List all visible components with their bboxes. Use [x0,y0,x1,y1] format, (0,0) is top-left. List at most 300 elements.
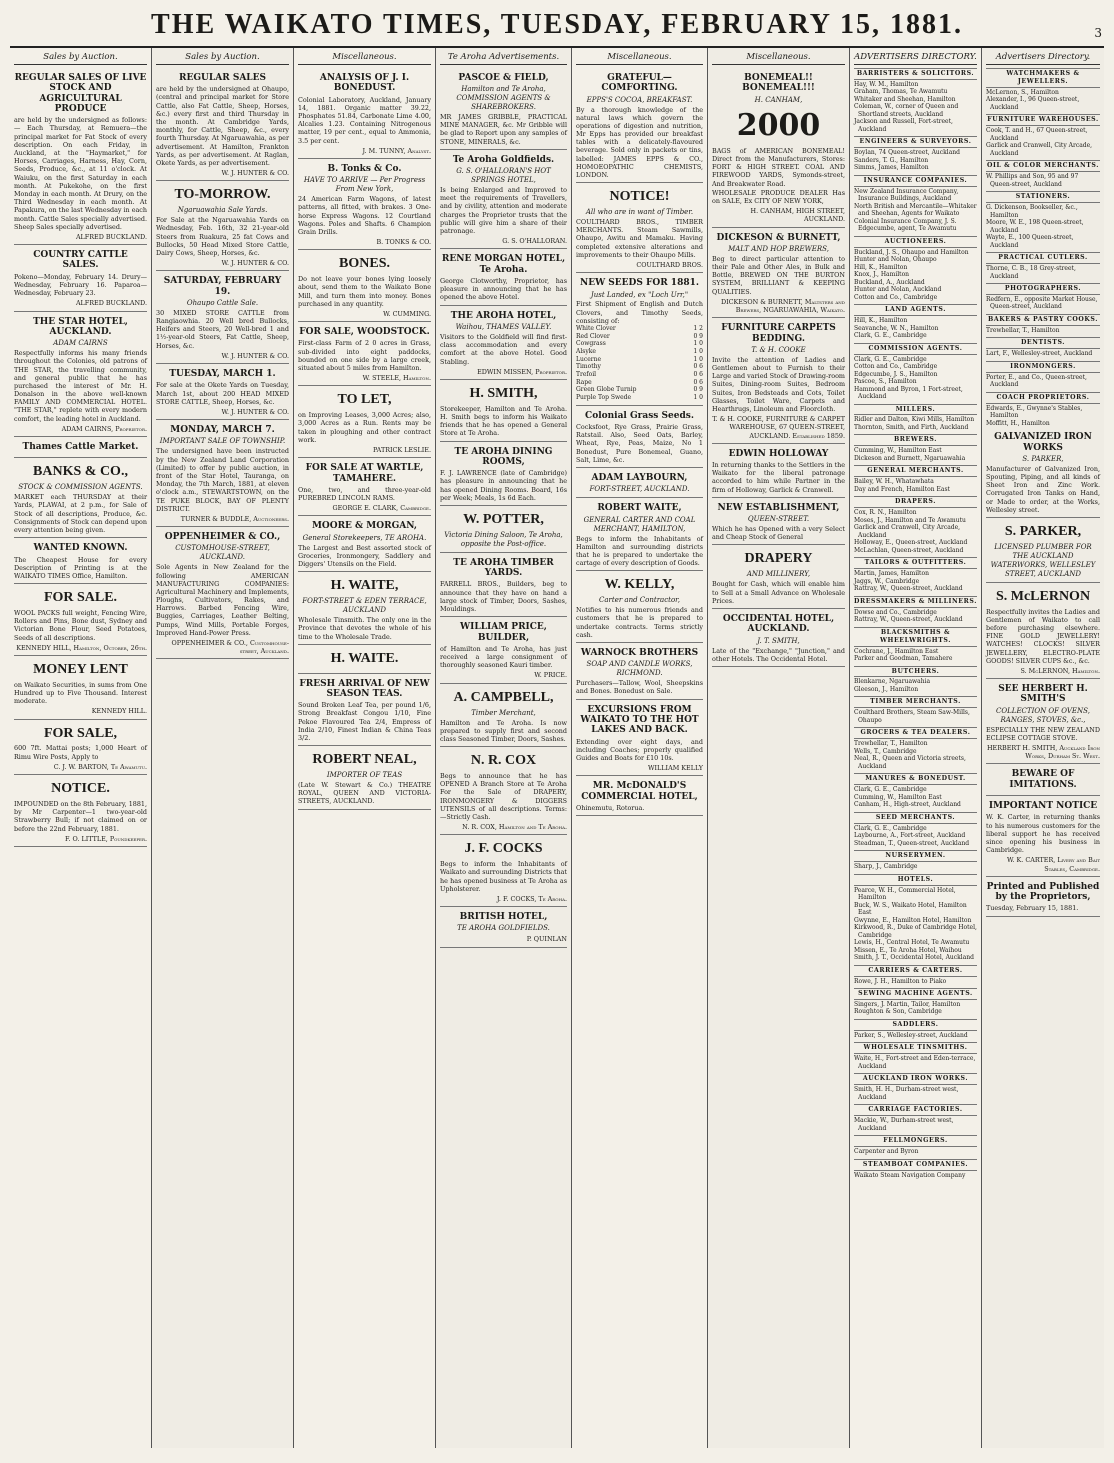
ad-body: First-class Farm of 2 0 acres in Grass, sub-divided into eight paddocks, bounded on one side by a large creek, situated about 5 miles from Hamilton. [298,339,431,372]
ad-body: In returning thanks to the Settlers in the Waikato for the liberal patronage accorded to him while Partner in the firm of Holloway, Garlick & Cranwell. [712,461,845,494]
ad-body: Colonial Laboratory, Auckland, January 14, 1881. Organic matter 39.22, Phosphates 51.84, Carbonate Lime 4.00, Alcalies 1.23. Containing Nitrogenous matter, 19 per cent., equal to Ammonia, 3.5 per cent. [298,95,431,145]
ad-heading: EXCURSIONS FROM WAIKATO TO THE HOT LAKES AND BACK. [580,704,699,736]
ad-heading: S. McLERNON [995,588,1091,604]
column-2 [152,48,294,1448]
ad-signature: W. J. HUNTER & CO. [221,351,289,360]
directory-entry: Dowse and Co., Cambridge [854,608,937,616]
ad-signature: T. & H. COOKE, FURNITURE & CARPET WAREHOUSE, 67 QUEEN-STREET, AUCKLAND. Established 1859. [712,415,845,440]
directory-entry: Hay, W. M., Hamilton [854,80,919,88]
directory-category: TAILORS & OUTFITTERS. [854,557,977,569]
directory-category: LAND AGENTS. [854,304,977,316]
ad-big-number: 2000 [736,107,821,143]
column-header: Miscellaneous. [712,52,845,65]
advertisement [14,458,147,538]
ad-subheading: HAVE TO ARRIVE — Per Progress From New York, [303,176,426,194]
advertisement [986,679,1100,764]
ad-heading: REGULAR SALES [179,72,266,83]
advertisement [14,584,147,656]
advertisement [440,68,567,150]
directory-entry: Wells, T., Cambridge [854,747,917,755]
ad-heading: FOR SALE, WOODSTOCK. [299,327,430,338]
price-value: 1 0 [693,348,703,356]
ad-signature: GEORGE E. CLARK, Cambridge. [332,504,431,513]
ad-heading: THE STAR HOTEL, AUCKLAND. [33,316,128,337]
directory-category: ENGINEERS & SURVEYORS. [854,136,977,148]
price-row [576,363,703,371]
directory-entry: Trewhellar, T., Hamilton [986,326,1060,334]
ad-signature: P. QUINLAN [526,935,567,944]
price-row [576,386,703,394]
ad-body: WHOLESALE PRODUCE DEALER Has on SALE, Ex CITY OF NEW YORK, [712,188,845,206]
ad-heading: BONES. [339,256,390,272]
ad-heading: S. PARKER, [1004,523,1082,539]
directory-entry: Clark, G. E., Cambridge [854,355,927,363]
ad-signature: W. CUMMING. [383,309,431,318]
ad-signature: W. J. HUNTER & CO. [221,407,289,416]
directory-category: PRACTICAL CUTLERS. [986,252,1100,264]
ad-body: Beg to direct particular attention to their Pale and Other Ales, in Bulk and Bottle, BREWED ON THE BURTON SYSTEM, BRILLIANT & KEEPING QUALITIES. [712,254,845,296]
directory-category: AUCTIONEERS. [854,236,977,248]
columns [10,48,1104,1448]
directory-entry: Buckland, A., Auckland [854,278,925,286]
directory-entry: Trewhellar, T., Hamilton [854,740,928,748]
ad-body: Respectfully invites the Ladies and Gentlemen of Waikato to call before purchasing elsewhere. FINE GOLD JEWELLERY! WATCHES! CLOCKS! SILVER JEWELLERY, ELECTRO-PLATE GOODS! SILVER CUPS &c., &c. [986,607,1100,665]
ad-subheading: FORT-STREET & EDEN TERRACE, AUCKLAND [302,597,427,615]
price-item: Red Clover [576,332,610,340]
ad-body: Tuesday, February 15, 1881. [986,904,1079,913]
ad-subheading: LICENSED PLUMBER FOR THE AUCKLAND WATERWORKS, WELLESLEY STREET, AUCKLAND [990,542,1096,578]
advertisement [712,318,845,444]
directory-entry: Gleeson, J., Hamilton [854,685,919,693]
ad-body: FARRELL BROS., Builders, beg to announce that they have on hand a large stock of Timber, Doors, Sashes, Mouldings. [440,580,567,614]
ad-signature: EDWIN MISSEN, Proprietor. [477,367,567,376]
directory-entry: Seavanche, W. N., Hamilton [854,324,939,332]
price-item: Alsyke [576,348,596,356]
ad-body: W. K. Carter, in returning thanks to his numerous customers for the liberal support he has received since opening his business in Cambridge. [986,813,1100,855]
directory-entry: North British and Mercantile—Whitaker and Sheehan, Agents for Waikato [854,202,977,218]
ad-subheading: S. PARKER, [1022,454,1064,463]
directory-entry: Holloway, E., Queen-street, Auckland [854,539,968,547]
directory-entry: G. Dickenson, Bookseller, &c., Hamilton [986,204,1078,219]
advertisement [14,656,147,720]
price-item: Rape [576,378,592,386]
directory-entry: Buckland, J. S., Ohaupo and Hamilton [854,248,969,256]
ad-body: Pokeno—Monday, February 14. Drury—Wednesday, February 16. Paparoa—Wednesday, February 23. [14,272,147,298]
column-4 [436,48,572,1448]
ad-heading: FRESH ARRIVAL OF NEW SEASON TEAS. [299,678,430,699]
ad-body: George Clotworthy, Proprietor, has pleasure in announcing that he has opened the above Hotel. [440,277,567,302]
column-header: Te Aroha Advertisements. [440,52,567,65]
advertisement [576,498,703,571]
column-header: Advertisers Directory. [986,52,1100,65]
ad-signature: N. R. COX, Hamilton and Te Aroha. [462,823,567,832]
ad-heading: MOORE & MORGAN, [311,521,418,532]
directory-category: BUTCHERS. [854,666,977,678]
ad-body: Cocksfoot, Rye Grass, Prairie Grass, Ratstail. Also, Seed Oats, Barley, Wheat, Rye, Peas, Maize, No 1 Bonedust, Pure Bonemeal, Guano, Salt, Lime, &c. [576,423,703,464]
directory-entry: Cox, R. N., Hamilton [854,509,917,517]
advertisement [440,380,567,442]
advertisement [986,877,1100,917]
ad-subheading: SOAP AND CANDLE WORKS, RICHMOND. [586,660,693,678]
ad-signature: H. CANHAM, HIGH STREET, AUCKLAND. [750,207,845,224]
directory-category: CARRIERS & CARTERS. [854,965,977,977]
price-row [576,394,703,402]
ad-signature: PATRICK LESLIE. [372,446,431,455]
ad-body: Extending over eight days, and including Coaches; properly qualified Guides and Boats for £10 10s. [576,737,703,762]
ad-body: Begs to inform the Inhabitants of Waikato and surrounding Districts that he has opened business at Te Aroha as Upholsterer. [440,860,567,893]
ad-signature: W. J. HUNTER & CO. [221,169,289,178]
directory-entry: Waite, H., Fort-street and Eden-terrace, Auckland [854,1055,976,1070]
ad-heading: GRATEFUL—COMFORTING. [601,72,678,94]
directory [986,68,1100,427]
directory-entry: Lewis, H., Central Hotel, Te Awamutu [854,939,970,947]
ad-body: ESPECIALLY THE NEW ZEALAND ECLIPSE COTTAGE STOVE. [986,725,1100,742]
ad-signature: W. STEELE, Hamilton. [362,374,431,383]
ad-heading: Printed and Published by the Proprietors, [986,881,1100,903]
price-row [576,333,703,341]
ad-body: 24 American Farm Wagons, of latest patterns, all fitted, with brakes. 3 One-horse Express Wagons. 12 Courtland Wagons. Poles and Shafts. 6 Champion Grain Drills. [298,195,431,236]
ad-heading: ROBERT WAITE, [597,503,682,514]
price-row [576,356,703,364]
ad-subheading: H. CANHAM, [754,95,803,104]
directory-category: IRONMONGERS. [986,361,1100,373]
ad-subheading: Carter and Contractor, [599,596,680,605]
ad-heading: H. WAITE, [330,578,399,594]
directory-entry: Pascoe, S., Hamilton [854,378,917,385]
price-value: 1 2 [693,325,703,333]
ad-heading: ANALYSIS OF J. I. BONEDUST. [319,72,410,94]
ad-subheading: QUEEN-STREET. [747,515,810,524]
advertisement [712,609,845,667]
advertisement [298,572,431,644]
ad-subheading: GENERAL CARTER AND COAL MERCHANT, HAMILTON, [583,515,696,533]
directory-entry: Hunter and Nolan, Ohaupo [854,256,937,264]
ad-signature: W. PRICE. [534,671,567,680]
directory-category: DRESSMAKERS & MILLINERS. [854,596,977,608]
ad-signature: S. McLERNON, Hamilton. [1020,666,1100,675]
directory-entry: Jaggs, W., Cambridge [854,577,920,585]
ad-body: By a thorough knowledge of the natural laws which govern the operations of digestion and nutrition, Mr Epps has provided our breakfast tables with a delicately-flavoured beverage. Sold only in packets or tins, labelled: JAMES EPPS & CO., HOMOEOPATHIC CHEMISTS, LONDON. [576,105,703,180]
ad-subheading: G. S. O'HALLORAN'S HOT SPRINGS HOTEL, [456,167,551,185]
ad-heading: TUESDAY, MARCH 1. [169,369,276,380]
directory-entry: Graham, Thomas, Te Awamutu [854,88,948,96]
ad-heading: DRAPERY [744,551,813,567]
directory-entry: New Zealand Insurance Company, Insurance Buildings, Auckland [854,187,959,203]
directory-entry: Buck, W. S., Waikato Hotel, Hamilton East [854,901,967,917]
ad-body: WOOL PACKS full weight, Fencing Wire, Rollers and Pins, Bone dust, Sydney and Victorian Bone Flour, Seed Potatoes, Seeds of all descriptions. [14,608,147,642]
price-value: 1 0 [693,340,703,348]
advertisement [440,249,567,305]
advertisement [298,250,431,322]
advertisement [576,273,703,406]
directory-category: AUCKLAND IRON WORKS. [854,1073,977,1085]
ad-body: The Largest and Best assorted stock of Groceries, Ironmongery, Saddlery and Diggers' Utensils on the Field. [298,543,431,569]
ad-body: Ohinemutu, Rotorua. [576,804,645,813]
ad-subheading: Victoria Dining Saloon, Te Aroha, opposite the Post-office. [444,530,563,548]
column-5 [572,48,708,1448]
ad-heading: GALVANIZED IRON WORKS [994,432,1092,453]
advertisement [298,674,431,747]
directory-category: DENTISTS. [986,337,1100,349]
ad-signature: B. TONKS & CO. [376,238,431,247]
price-value: 0 6 [693,378,703,386]
advertisement [440,150,567,250]
directory-category: MILLERS. [854,404,977,416]
ad-body: MR JAMES GRIBBLE, PRACTICAL MINE MANAGER, &c. Mr Gribble will be glad to Report upon any samples of STONE, MINERALS, &c. [440,113,567,146]
ad-heading: Colonial Grass Seeds. [585,410,694,421]
directory-entry: Cumming, W., Hamilton East [854,447,942,455]
ad-body: MARKET each THURSDAY at their Yards, PLAWAI, at 2 p.m., for Sale of Stock of all descriptions, Produce, &c. Consignments of Stock can depend upon every attention being given. [14,493,147,534]
ad-body: are held by the undersigned as follows:— Each Thursday, at Remuera—the principal market for Fat Stock of every description. On each Friday, in Auckland, at the "Haymarket," for Horses, Carriages, Harness, Hay, Corn, Seeds, Produce, &c., at 11 o'clock. At Waiuku, on the first Saturday in each month. At Pukekohe, on the first Monday in each month. At Drury, on the Third Wednesday in each month. At Papakura, on the last Wednesday in each month. Cattle Sales specially advertised. Sheep Sales specially advertised. [14,116,147,231]
ad-heading: ADAM LAYBOURN, [591,473,688,484]
directory-entry: Mackie, W., Durham-street west, Auckland [854,1117,954,1132]
column-7 [850,48,982,1448]
directory-category: DRAPERS. [854,496,977,508]
price-item: Cowgrass [576,340,606,348]
ad-subheading: All who are in want of Timber. [585,208,694,217]
ad-heading: OCCIDENTAL HOTEL, AUCKLAND. [722,613,835,635]
price-value: 0 9 [693,332,703,340]
advertisement [986,764,1100,796]
directory-entry: Thornton, Smith, and Firth, Auckland [854,423,969,431]
advertisement [440,506,567,553]
directory-entry: Clark, G. E., Cambridge [854,786,927,794]
directory-entry: Coulthard Brothers, Steam Saw-Mills, Ohaupo [854,709,970,724]
directory-entry: Porter, E., and Co., Queen-street, Auckland [986,373,1087,389]
directory-entry: Redfern, E., opposite Market House, Queen-street, Auckland [986,295,1098,311]
directory-entry: Simms, James, Hamilton [854,164,929,172]
advertisement [298,322,431,386]
directory-entry: Sanders, T. G., Hamilton [854,156,929,164]
ad-subheading: TE AROHA GOLDFIELDS. [457,924,550,933]
advertisement [298,386,431,458]
ad-subheading: MALT AND HOP BREWERS, [728,244,829,253]
ad-heading: WANTED KNOWN. [33,543,128,554]
directory-entry: Edwards, E., Gwynne's Stables, Hamilton [986,404,1083,420]
ad-heading: OPPENHEIMER & CO., [164,532,281,543]
directory-entry: Cook, T. and H., 67 Queen-street, Auckland [986,127,1088,142]
ad-signature: COULTHARD BROS. [636,261,703,269]
directory-category: STEAMBOAT COMPANIES. [854,1159,977,1171]
masthead [10,8,1104,48]
directory-entry: Garlick and Cranwell, City Arcade, Auckland [986,142,1093,157]
ad-body: (Late W. Stewart & Co.) THEATRE ROYAL, QUEEN AND VICTORIA-STREETS, AUCKLAND. [298,781,431,806]
ad-body: For sale at the Okete Yards on Tuesday, March 1st, about 200 HEAD MIXED STORE CATTLE, Sheep, Horses, &c. [156,381,289,406]
directory-entry: Sharp, J., Cambridge [854,863,918,871]
ad-heading: BONEMEAL!! BONEMEAL!!! [742,72,815,94]
newspaper-page [10,8,1104,1455]
directory-category: STATIONERS. [986,191,1100,203]
ad-signature: ADAM CAIRNS, Proprietor. [61,424,147,433]
ad-heading: H. WAITE. [330,650,399,666]
ad-subheading: Timber Merchant, [471,708,536,717]
ad-heading: IMPORTANT NOTICE [988,801,1098,812]
directory-entry: Garlick and Cranwell, City Arcade, Auckland [854,524,961,539]
ad-heading: MR. McDONALD'S COMMERCIAL HOTEL, [581,781,698,802]
ad-heading: W. POTTER, [463,511,544,527]
advertisement [440,306,567,380]
price-value: 0 6 [693,371,703,379]
directory-entry: Carpenter and Byron [854,1148,919,1156]
column-8 [982,48,1104,1448]
ad-heading: THE AROHA HOTEL, [450,310,557,321]
price-item: Green Globe Turnip [576,386,637,394]
ad-heading: NOTICE! [609,189,670,205]
ad-heading: FOR SALE AT WARTLE, TAMAHERE. [305,463,424,484]
ad-subheading: EPPS'S COCOA, BREAKFAST. [586,95,693,104]
ad-body: Is being Enlarged and Improved to meet the requirements of Travellers, and by civility, attention and moderate charges the Proprietor trusts that the public will give him a share of their patronage. [440,186,567,236]
ad-subheading: Ngaruawahia Sale Yards. [177,206,268,215]
ad-body: The Cheapest House for every Description of Printing is at the WAIKATO TIMES Office, Hamilton. [14,555,147,580]
advertisement [712,498,845,546]
price-value: 1 0 [693,394,703,402]
directory-entry: Wayte, E., 100 Queen-street, Auckland [986,234,1074,249]
ad-body: on Improving Leases, 3,000 Acres; also, 3,000 Acres as a Run. Rents may be taken in ploughing and other contract work. [298,411,431,444]
ad-signature: C. J. W. BARTON, Te Awamutu. [53,762,147,771]
ad-body: Respectfully informs his many friends throughout the Colonies, old patrons of THE STAR, the travelling community, and general public that he has purchased the interest of Mr. H. Donalson in the above well-known FAMILY AND COMMERCIAL HOTEL. "THE STAR," replete with every modern comfort, the leading hotel in Auckland. [14,349,147,423]
directory-entry: Edgecumbe, J. S., Hamilton [854,370,938,378]
ad-heading: NOTICE. [51,781,110,797]
ad-subheading: General Storekeepers, TE AROHA. [302,533,427,542]
ad-heading: FURNITURE CARPETS BEDDING. [721,323,836,344]
directory-category: PHOTOGRAPHERS. [986,283,1100,295]
directory-category: HOTELS. [854,874,977,886]
ad-body: COULTHARD BROS., TIMBER MERCHANTS. Steam Sawmills, Ohaupo, Awitu and Mamaku. Having completed extensive alterations and improvements to their Ohaupo Mills. [576,218,703,259]
ad-body: Sole Agents in New Zealand for the following AMERICAN MANUFACTURING COMPANIES: Agricultural Machinery and Implements, Ploughs, Cultivators, Rakes, and Harrows. Barbed Fencing Wire, Buggies, Carriages, Leather Belting, Pumps, Wind Mills, Portable Forges, Improved Hand-Power Press. [156,563,289,637]
directory-entry: Rattray, W., Queen-street, Auckland [854,616,963,624]
directory-category: BAKERS & PASTRY COOKS. [986,314,1100,326]
ad-body: One, two, and three-year-old PUREBRED LINCOLN RAMS. [298,485,431,503]
directory-entry: Moses, J., Hamilton and Te Awamutu [854,516,966,524]
ad-subheading: FORT-STREET, AUCKLAND. [589,485,690,494]
directory-entry: Parker, S., Wellesley-street, Auckland [854,1031,968,1039]
ad-body: BAGS of AMERICAN BONEMEAL! Direct from the Manufacturers, Stores: FORT & HIGH STREET. COAL AND FIREWOOD YARDS, Symonds-street, And Breakwater Road. [712,146,845,188]
directory-entry: Hammond and Byron, 1 Fort-street, Auckland [854,385,963,400]
directory-entry: Singers, J. Martin, Tailor, Hamilton [854,1000,961,1008]
advertisement [712,68,845,228]
ad-body: Notifies to his numerous friends and customers that he is prepared to undertake contracts. Terms strictly cash. [576,606,703,639]
directory-entry: McLernon, S., Hamilton [986,88,1059,96]
advertisement [14,68,147,245]
price-value: 0 6 [693,363,703,371]
ad-heading: RENE MORGAN HOTEL, Te Aroha. [441,254,566,275]
directory-entry: Cochrane, J., Hamilton East [854,647,939,655]
directory-entry: Neal, R., Queen and Victoria streets, Auckland [854,755,966,770]
directory-entry: Knox, J., Hamilton [854,271,910,279]
advertisement [712,444,845,498]
price-row [576,379,703,387]
ad-subheading: STOCK & COMMISSION AGENTS. [18,483,143,492]
directory-entry: Gwynne, E., Hamilton Hotel, Hamilton [854,916,972,924]
ad-heading: BANKS & CO., [33,464,128,480]
advertisement [156,271,289,364]
directory-entry: Martin, James, Hamilton [854,570,929,578]
directory-category: FELLMONGERS. [854,1135,977,1147]
advertisement [156,181,289,271]
advertisement [712,545,845,608]
advertisement [440,684,567,747]
ad-heading: Thames Cattle Market. [22,442,139,453]
directory-entry: Pearce, W. H., Commercial Hotel, Hamilton [854,886,956,902]
column-1 [10,48,152,1448]
advertisement [576,643,703,700]
directory-category: GROCERS & TEA DEALERS. [854,727,977,739]
ad-heading: ROBERT NEAL, [312,752,417,768]
advertisement [298,458,431,516]
ad-body: are held by the undersigned at Ohaupo, (central and principal market for Store Cattle, also Fat Cattle, Sheep, Horses, &c.) every first and third Thursday in the month. At Cambridge Yards, monthly, for Cattle, Sheep, &c., every fourth Thursday. At Ngaruawahia, as per advertisement. At Hamilton, Frankton Yards, as per advertisement. At Raglan, Okete Yards, as per advertisement. [156,85,289,167]
ad-heading: PASCOE & FIELD, [458,72,549,83]
advertisement [440,747,567,835]
directory-entry: Smith, J. T., Occidental Hotel, Auckland [854,954,974,962]
directory-entry: Jackson and Russell, Fort-street, Auckland [854,118,953,133]
ad-body: 30 MIXED STORE CATTLE from Rangiaowhia. 20 Well bred Bullocks, Heifers and Steers, 20 Well-bred 1 and 1½-year-old Steers, Fat Cattle, Sheep, Horses, &c. [156,308,289,350]
advertisement [440,835,567,907]
directory-entry: Blenkarne, Ngaruawahia [854,678,931,686]
ad-body: Begs to announce that he has OPENED A Branch Store at Te Aroha For the Sale of DRAPERY, IRONMONGERY & DIGGERS UTENSILS of all descriptions. Terms:—Strictly Cash. [440,771,567,821]
advertisement [14,720,147,775]
directory-category: TIMBER MERCHANTS. [854,696,977,708]
directory-entry: Steadman, T., Queen-street, Auckland [854,839,970,847]
directory-entry: Missen, E., Te Aroha Hotel, Waihou [854,946,962,954]
ad-heading: REGULAR SALES OF LIVE STOCK AND AGRICULTURAL PRODUCE [14,72,147,114]
ad-body: 600 7ft. Mattai posts; 1,000 Heart of Rimu Wire Posts, Apply to [14,744,147,761]
ad-heading: A. CAMPBELL, [453,689,554,705]
advertisement [14,312,147,438]
ad-heading: SEE HERBERT H. SMITH'S [998,684,1088,705]
ad-heading: WILLIAM PRICE, BUILDER, [460,622,547,643]
ad-heading: TE AROHA TIMBER YARDS. [453,557,554,579]
ad-signature: OPPENHEIMER & CO., Customhouse-street, Auckland. [171,639,289,656]
ad-heading: MONEY LENT [33,661,128,677]
advertisement [440,617,567,683]
directory-category: COACH PROPRIETORS. [986,392,1100,404]
directory-entry: Waikato Steam Navigation Company [854,1171,966,1179]
ad-body: Begs to inform the Inhabitants of Hamilton and surrounding districts that he is prepared to undertake the cartage of every description of Goods. [576,534,703,568]
directory-category: SEWING MACHINE AGENTS. [854,988,977,1000]
directory-entry: Clark, G. E., Cambridge [854,824,927,832]
ad-heading: H. SMITH, [469,385,538,401]
directory-entry: Boylan, 74 Queen-street, Auckland [854,149,960,157]
directory-entry: W. Phillips and Son, 95 and 97 Queen-street, Auckland [986,173,1079,188]
ad-body: The undersigned have been instructed by the New Zealand Land Corporation (Limited) to offer by public auction, in front of the Star Hotel, Tauranga, on Monday, the 7th March, 1881, at eleven o'clock a.m., STEWARTSTOWN, on the TE PUKE BLOCK, BAY OF PLENTY DISTRICT. [156,447,289,513]
directory-category: GENERAL MERCHANTS. [854,465,977,477]
ad-body: Sound Broken Leaf Tea, per pound 1/6, Strong Breakfast Congou 1/10, Fine Pekoe Flavoured Tea 2/4, Empress of India 2/10, Finest Indian & China Teas 3/2. [298,701,431,743]
ad-heading: FOR SALE. [43,590,118,606]
directory-entry: Rowe, J. H., Hamilton to Piako [854,977,947,985]
directory-category: OIL & COLOR MERCHANTS. [986,160,1100,172]
directory-entry: Coleman, W., corner of Queen and Shortland streets, Auckland [854,103,959,118]
ad-body: Invite the attention of Ladies and Gentlemen about to Furnish to their Large and varied Stock of Drawing-room Suites, Dining-room Suites, Bedroom Suites, Iron Bedsteads and Cots, Toilet Glasses, Toilet Ware, Carpets and Hearthrugs, Linoleum and Floorcloth. [712,355,845,413]
advertisement [156,527,289,659]
advertisement [14,437,147,458]
ad-heading: FOR SALE, [43,725,118,741]
ad-subheading: IMPORTANT SALE OF TOWNSHIP. [159,437,286,446]
advertisement [440,553,567,617]
ad-signature: W. J. HUNTER & CO. [221,259,289,268]
directory-entry: Lart, F., Wellesley-street, Auckland [986,350,1093,358]
ad-body: Bought for Cash, which will enable him to Sell at a Small Advance on Wholesale Prices. [712,580,845,605]
ad-signature: DICKESON & BURNETT, Maltsters and Brewers, NGARUAWAHIA, Waikato. [721,297,845,315]
directory-entry: McLachlan, Queen-street, Auckland [854,546,964,554]
price-row [576,371,703,379]
directory-entry: Canham, H., High-street, Auckland [854,801,961,809]
ad-heading: TO LET, [337,392,392,408]
advertisement [156,68,289,181]
advertisement [298,746,431,809]
price-row [576,340,703,348]
directory-entry: Bailey, W. H., Whatawhata [854,478,934,486]
directory-entry: Cumming, W., Hamilton East [854,793,942,801]
